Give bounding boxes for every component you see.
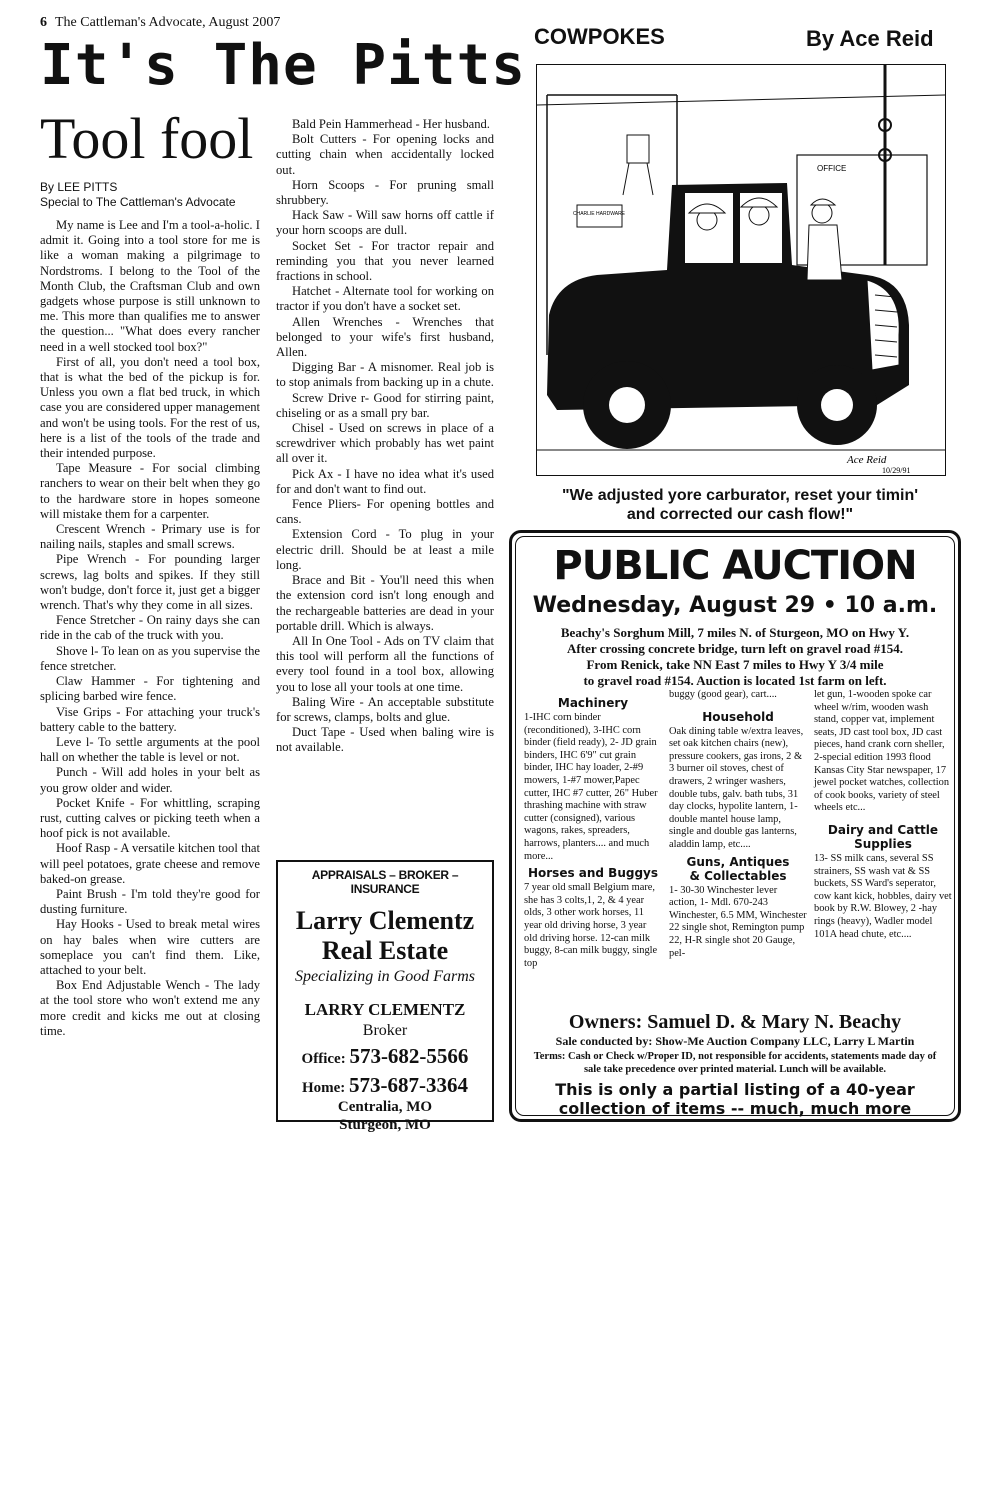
- household-heading: Household: [702, 709, 774, 724]
- buggy-continued: buggy (good gear), cart....: [669, 689, 777, 700]
- article-paragraph: My name is Lee and I'm a tool-a-holic. I admit it. Going into a tool store for me is like a woman making a pilgrimage to Nordstroms. I belong to the Tool of the Month Club, the Craftsman Club and own gadgets whose purpose is still unknown to me. This more than qualifies me to answer the question... "What does every rancher need in a well stocked tool box?": [40, 218, 260, 354]
- horses-heading: Horses and Buggys: [527, 866, 659, 881]
- article-paragraph: Baling Wire - An acceptable substitute for screws, clamps, bolts and glue.: [276, 694, 494, 724]
- article-headline: Tool fool: [40, 106, 254, 171]
- guns-list: 1- 30-30 Winchester lever action, 1- Mdl. 670-243 Winchester, 6.5 MM, Winchester 22 single shot, Remington pump 22, H-R single shot 20 Gauge, pel-: [669, 884, 807, 959]
- ad-home-phone: [278, 1073, 492, 1098]
- ad-broker-role: Broker: [362, 1022, 408, 1039]
- cartoon-illustration: [536, 64, 946, 476]
- auction-column-2: [669, 689, 807, 960]
- office-number: 573-682-5566: [349, 1044, 469, 1068]
- caption-line-2: and corrected our cash flow!": [626, 506, 854, 523]
- ad-tagline: Specializing in Good Farms: [295, 968, 475, 985]
- cartoon-signature: Ace Reid: [847, 454, 887, 466]
- article-paragraph: Hatchet - Alternate tool for working on tractor if you don't have a socket set.: [276, 284, 494, 314]
- article-paragraph: Bolt Cutters - For opening locks and cutting chain when accidentally locked out.: [276, 132, 494, 177]
- directions-line: Beachy's Sorghum Mill, 7 miles N. of Sturgeon, MO on Hwy Y.: [560, 625, 910, 640]
- article-paragraph: Brace and Bit - You'll need this when the extension cord isn't long enough and the rechargeable batteries are dead in your portable drill. Which is always.: [276, 573, 494, 633]
- dairy-heading-line-1: Dairy and Cattle: [827, 822, 939, 837]
- truck-cartoon-drawing: [537, 65, 946, 476]
- machinery-list: 1-IHC corn binder (reconditioned), 3-IHC corn binder (field ready), 2- JD grain binders, IHC 6'9" cut grain binder, IHC hay loader, 2-#9 mowers, 1-#7 mower,Papec cutter, IHC #7 cutter, 26" Huber thrashing machine with straw cutter (consigned), various wagons, rakes, spreaders, harrows, planters.... and much more...: [524, 712, 658, 862]
- article-paragraph: All In One Tool - Ads on TV claim that this tool will perform all the functions of every tool found in a tool box, allowing you to lose all your tools at one time.: [276, 633, 494, 694]
- cartoon-date: 10/29/91: [882, 466, 911, 475]
- auction-title: PUBLIC AUCTION: [553, 543, 917, 589]
- home-label: Home:: [301, 1080, 346, 1096]
- article-column-1: [40, 218, 260, 1039]
- dairy-list: 13- SS milk cans, several SS strainers, SS wash vat & SS buckets, SS Ward's seperator, cow kant kick, hobbles, dairy vet book by R.W. Blowey, 2 -hay rings (heavy), Wadler model 101A head chute, etc....: [814, 852, 952, 940]
- article-column-2: [276, 117, 494, 756]
- hardware-sign: CHARLIE HARDWARE: [572, 211, 626, 217]
- auction-inner-border: [515, 536, 955, 1116]
- cartoon-title: COWPOKES: [534, 24, 665, 49]
- dairy-heading: [814, 823, 952, 851]
- byline: [40, 180, 236, 210]
- publication-name: The Cattleman's Advocate, August 2007: [55, 15, 281, 30]
- guns-heading-line-2: & Collectables: [689, 868, 787, 883]
- auction-partial-note: [516, 1080, 954, 1118]
- article-paragraph: Pocket Knife - For whittling, scraping rust, cutting calves or picking teeth when a hoof pick is not available.: [40, 795, 260, 841]
- guns-list-continued: let gun, 1-wooden spoke car wheel w/rim, wooden wash stand, copper vat, implement seats, JD cast tool box, JD cast pieces, hand crank corn sheller, 2-special edition 1993 flood Kansas City Star newspaper, 17 jewel pocket watches, collection of cook books, variety of steel wheels etc...: [814, 689, 950, 814]
- guns-heading-line-1: Guns, Antiques: [686, 854, 790, 869]
- article-paragraph: Screw Drive r- Good for stirring paint, chiseling or as a small pry bar.: [276, 390, 494, 420]
- horses-list: 7 year old small Belgium mare, she has 3 colts,1, 2, & 4 year olds, 3 other work horses, 11 year old driving horse, 3 year old driving horse. 12-can milk buggy, 8-can milk buggy, single top: [524, 882, 658, 969]
- column-title: It's The Pitts: [40, 33, 527, 98]
- partial-note-line-1: This is only a partial listing of a 40-year: [555, 1080, 915, 1099]
- article-paragraph: Vise Grips - For attaching your truck's battery cable to the battery.: [40, 704, 260, 734]
- article-paragraph: Punch - Will add holes in your belt as you grow older and wider.: [40, 765, 260, 795]
- article-paragraph: Shove l- To lean on as you supervise the fence stretcher.: [40, 643, 260, 673]
- partial-note-line-2: collection of items -- much, much more: [558, 1099, 912, 1118]
- byline-affiliation: Special to The Cattleman's Advocate: [40, 195, 236, 209]
- article-paragraph: Tape Measure - For social climbing ranchers to wear on their belt when they go to the hardware store in hopes someone will mistake them for a carpenter.: [40, 461, 260, 521]
- article-paragraph: Horn Scoops - For pruning small shrubbery.: [276, 177, 494, 208]
- ad-city-1: Centralia, MO: [337, 1099, 433, 1115]
- office-label: Office:: [301, 1051, 346, 1067]
- article-paragraph: Box End Adjustable Wench - The lady at the tool store who won't extend me any more credit and kicks me out at closing time.: [40, 978, 260, 1038]
- article-paragraph: Pick Ax - I have no idea what it's used for and don't want to find out.: [276, 466, 494, 496]
- auction-terms: Terms: Cash or Check w/Proper ID, not responsible for accidents, statements made day of sale take precedence over printed material. Lunch will be available.: [533, 1051, 937, 1075]
- article-paragraph: Chisel - Used on screws in place of a screwdriver which probably has wet paint all over it.: [276, 421, 494, 466]
- article-paragraph: Socket Set - For tractor repair and reminding you that you never learned fractions in school.: [276, 238, 494, 284]
- ad-broker-name: LARRY CLEMENTZ: [304, 1000, 466, 1019]
- article-paragraph: Digging Bar - A misnomer. Real job is to stop animals from backing up in a chute.: [276, 360, 494, 390]
- directions-line: After crossing concrete bridge, turn left on gravel road #154.: [567, 641, 903, 656]
- public-auction-ad: [509, 530, 961, 1122]
- article-paragraph: Claw Hammer - For tightening and splicing barbed wire fence.: [40, 674, 260, 704]
- cartoon-caption: [520, 486, 960, 524]
- article-paragraph: Fence Pliers- For opening bottles and cans.: [276, 497, 494, 527]
- dairy-heading-line-2: Supplies: [854, 836, 912, 851]
- ad-company-line-2: Real Estate: [321, 936, 449, 965]
- article-paragraph: Hoof Rasp - A versatile kitchen tool that will peel potatoes, grate cheese and remove baked-on grease.: [40, 841, 260, 886]
- machinery-heading: Machinery: [557, 696, 629, 710]
- article-paragraph: Leve l- To settle arguments at the pool hall on whether the table is level or not.: [40, 734, 260, 765]
- home-number: 573-687-3364: [349, 1073, 469, 1097]
- article-paragraph: Duct Tape - Used when baling wire is not available.: [276, 725, 494, 755]
- article-paragraph: Pipe Wrench - For pounding larger screws, lag bolts and spikes. If they still won't budge, don't force it, just get a bigger wrench. That's why they come in all sizes.: [40, 552, 260, 613]
- article-paragraph: Crescent Wrench - Primary use is for nailing nails, staples and small screws.: [40, 522, 260, 552]
- directions-line: to gravel road #154. Auction is located 1st farm on left.: [583, 673, 887, 688]
- auction-owners: Owners: Samuel D. & Mary N. Beachy: [568, 1011, 902, 1033]
- ad-office-phone: [278, 1044, 492, 1069]
- household-list: Oak dining table w/extra leaves, set oak kitchen chairs (new), pressure cookers, gas irons, 2 & 3 burner oil stoves, chest of drawers, 2 wringer washers, double tubs, galv. bath tubs, 31 day clocks, hypolite lantern, 1-double mantel house lamp, single and double gas lanterns, aladdin lamp, etc....: [669, 725, 804, 850]
- article-paragraph: Paint Brush - I'm told they're good for dusting furniture.: [40, 886, 260, 917]
- auction-directions: [522, 625, 948, 689]
- article-paragraph: Extension Cord - To plug in your electric drill. Should be at least a mile long.: [276, 527, 494, 572]
- ad-company-line-1: Larry Clementz: [295, 906, 475, 935]
- guns-heading: [669, 855, 807, 883]
- auction-column-3: [814, 689, 952, 941]
- article-paragraph: First of all, you don't need a tool box, that is what the bed of the pickup is for. Unless you own a flat bed truck, in which case you are considered upper management and won't be using tools. For the rest of us, here is a list of the tools of the trade and their intended purpose.: [40, 354, 260, 461]
- article-paragraph: Hack Saw - Will saw horns off cattle if your horn scoops are dull.: [276, 208, 494, 238]
- article-paragraph: Hay Hooks - Used to break metal wires on hay bales when wire cutters are someplace you can't find them. Like, attached to your belt.: [40, 917, 260, 977]
- page-number: 6: [40, 15, 47, 30]
- caption-line-1: "We adjusted yore carburator, reset your timin': [561, 487, 919, 504]
- article-paragraph: Allen Wrenches - Wrenches that belonged to your wife's first husband, Allen.: [276, 314, 494, 360]
- byline-author: By LEE PITTS: [40, 180, 118, 194]
- ad-city-2: Sturgeon, MO: [339, 1117, 431, 1133]
- article-paragraph: Bald Pein Hammerhead - Her husband.: [292, 117, 490, 131]
- office-sign: OFFICE: [817, 164, 847, 173]
- cartoon-author: By Ace Reid: [806, 26, 934, 51]
- article-paragraph: Fence Stretcher - On rainy days she can ride in the cab of the truck with you.: [40, 613, 260, 643]
- real-estate-ad: [276, 860, 494, 1133]
- ad-company-name: [278, 906, 492, 966]
- auction-date: Wednesday, August 29 • 10 a.m.: [532, 593, 938, 618]
- auction-conducted-by: Sale conducted by: Show-Me Auction Company LLC, Larry L Martin: [555, 1034, 915, 1048]
- ad-services-line: APPRAISALS – BROKER – INSURANCE: [311, 868, 459, 896]
- page-header: [40, 15, 280, 31]
- auction-column-1: [524, 693, 662, 970]
- directions-line: From Renick, take NN East 7 miles to Hwy Y 3/4 mile: [586, 657, 884, 672]
